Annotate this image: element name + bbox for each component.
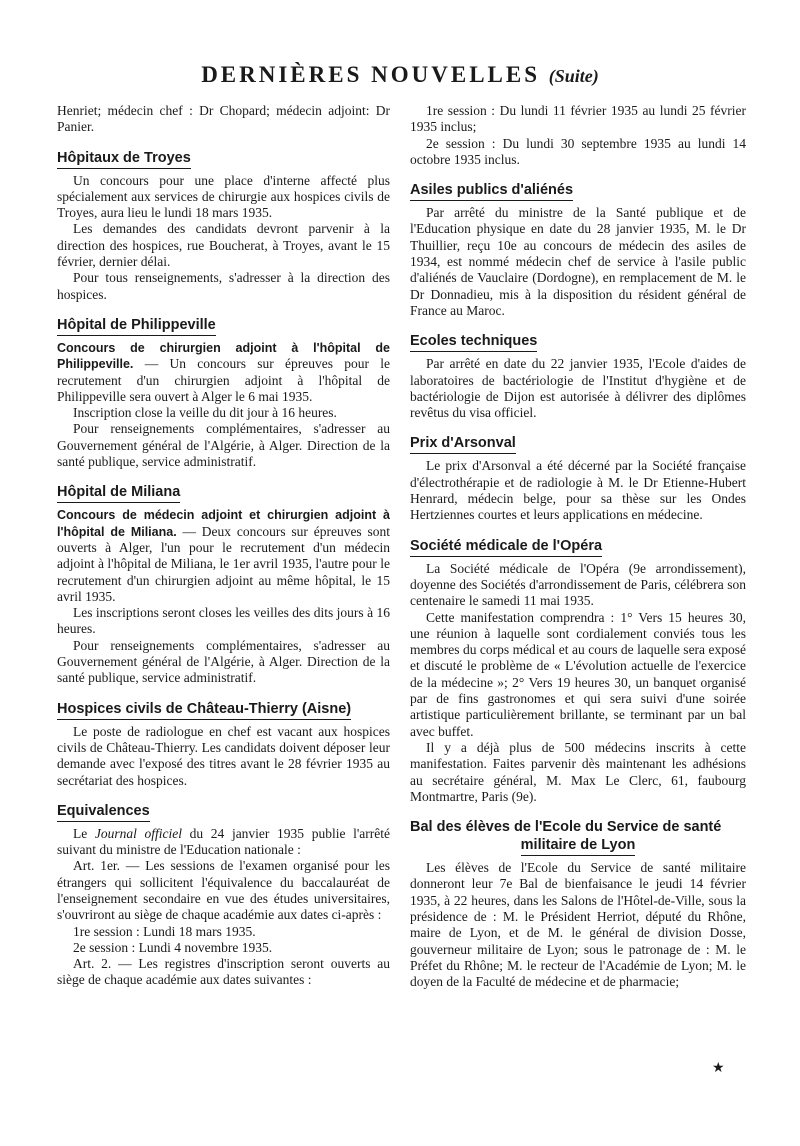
right-column bbox=[410, 103, 746, 990]
section-arsonval bbox=[410, 435, 746, 523]
section-bal bbox=[410, 819, 746, 990]
paragraph bbox=[57, 340, 390, 405]
section-heading: Hospices civils de Château-Thierry (Aisne) bbox=[57, 701, 351, 720]
paragraph: Pour renseignements complémentaires, s'adresser au Gouvernement général de l'Algérie, à Alger. Direction de la santé publique, service administratif. bbox=[57, 421, 390, 470]
section-heading: Equivalences bbox=[57, 803, 150, 822]
lead-text: Concours de chirurgien adjoint à l'hôpital de Philippeville. bbox=[57, 340, 390, 372]
section-heading: Hôpitaux de Troyes bbox=[57, 150, 191, 169]
intro-text: Henriet; médecin chef : Dr Chopard; médecin adjoint: Dr Panier. bbox=[57, 103, 390, 135]
section-miliana bbox=[57, 484, 390, 686]
masthead bbox=[0, 62, 800, 88]
masthead-title: DERNIÈRES NOUVELLES bbox=[201, 62, 541, 87]
paragraph-text: Le bbox=[73, 825, 95, 841]
section-heading: Hôpital de Miliana bbox=[57, 484, 180, 503]
section-heading: Ecoles techniques bbox=[410, 333, 537, 352]
paragraph: Les élèves de l'Ecole du Service de santé militaire donneront leur 7e Bal de bienfaisance le jeudi 14 février 1935, à 22 heures, dans les Salons de l'Hôtel-de-Ville, sous la présidence de : M. le Président Herriot, député du Rhône, maire de Lyon, et de M. le général de division Dosse, gouverneur militaire de Lyon; sous le patronage de : M. le Préfet du Rhône; M. le recteur de l'Académie de Lyon; M. le doyen de la Faculté de médecine et de pharmacie; bbox=[410, 860, 746, 990]
section-heading: Hôpital de Philippeville bbox=[57, 317, 216, 336]
section-heading: Société médicale de l'Opéra bbox=[410, 538, 602, 557]
paragraph: Pour tous renseignements, s'adresser à la direction des hospices. bbox=[57, 270, 390, 302]
paragraph: Pour renseignements complémentaires, s'adresser au Gouvernement général de l'Algérie, à Alger. Direction de la santé publique, service administratif. bbox=[57, 637, 390, 686]
paragraph: 1re session : Lundi 18 mars 1935. bbox=[73, 923, 256, 939]
paragraph bbox=[57, 826, 390, 859]
paragraph: Le prix d'Arsonval a été décerné par la Société française d'électrothérapie et de radiologie à M. le Dr Etienne-Hubert Henrard, médecin belge, pour sa thèse sur les Ondes Hertziennes courtes et leurs applications en médecine. bbox=[410, 458, 746, 523]
left-column bbox=[57, 103, 390, 989]
paragraph: 2e session : Lundi 4 novembre 1935. bbox=[73, 939, 273, 955]
section-heading: Asiles publics d'aliénés bbox=[410, 182, 573, 201]
lead-text: Concours de médecin adjoint et chirurgien adjoint à l'hôpital de Miliana. bbox=[57, 508, 390, 539]
section-asiles bbox=[410, 182, 746, 319]
section-heading: Bal des élèves de l'Ecole du Service de santé bbox=[410, 819, 722, 836]
section-philippeville bbox=[57, 317, 390, 470]
paragraph bbox=[57, 507, 390, 605]
paragraph: 1re session : Du lundi 11 février 1935 au lundi 25 février 1935 inclus; bbox=[410, 103, 746, 135]
paragraph: Un concours pour une place d'interne affecté plus spécialement aux services de chirurgie aux hospices civils de Troyes, aura lieu le lundi 18 mars 1935. bbox=[57, 172, 390, 221]
journal-title: Journal officiel bbox=[94, 825, 183, 841]
paragraph: Il y a déjà plus de 500 médecins inscrits à cette manifestation. Faites parvenir dès maintenant les adhésions au secrétaire général, M. Max Le Clerc, 61, faubourg Montmartre, Paris (9e). bbox=[410, 739, 746, 804]
section-ecoles bbox=[410, 333, 746, 421]
paragraph: Cette manifestation comprendra : 1° Vers 15 heures 30, une réunion à laquelle sont cordialement conviés tous les membres du corps médical et au cours de laquelle sera exposé et discuté le problème de « L'évolution actuelle de l'exercice de la médecine »; 2° Vers 19 heures 30, un banquet organisé par de fins gastronomes et qui sera suivi d'une soirée artistique particulièrement brillante, se terminant par un bal avec buffet. bbox=[410, 609, 746, 739]
paragraph: 2e session : Du lundi 30 septembre 1935 au lundi 14 octobre 1935 inclus. bbox=[410, 135, 746, 167]
paragraph-text: — Un concours sur épreuves pour le recrutement d'un chirurgien adjoint à l'hôpital de Philippeville sera ouvert à Alger le 6 mai 1935. bbox=[57, 356, 390, 404]
paragraph: Le poste de radiologue en chef est vacant aux hospices civils de Château-Thierry. Les candidats doivent déposer leur demande avec l'exposé des titres avant le 28 février 1935 au secrétariat des hospices. bbox=[57, 723, 390, 788]
section-chateau-thierry bbox=[57, 701, 390, 789]
paragraph: Par arrêté en date du 22 janvier 1935, l'Ecole d'aides de laboratoires de bactériologie de l'Institut d'hygiène et de bactériologie de Dijon est autorisée à délivrer des diplômes revêtus du visa officiel. bbox=[410, 356, 746, 421]
paragraph: Inscription close la veille du dit jour à 16 heures. bbox=[73, 405, 337, 421]
section-heading: Prix d'Arsonval bbox=[410, 435, 516, 454]
paragraph: Art. 1er. — Les sessions de l'examen organisé pour les étrangers qui sollicitent l'équivalence du baccalauréat de l'enseignement secondaire en vue des études universitaires, s'ouvriront au siège de chaque académie aux dates ci-après : bbox=[57, 858, 390, 923]
section-troyes bbox=[57, 150, 390, 303]
section-equivalences bbox=[57, 803, 390, 989]
paragraph: La Société médicale de l'Opéra (9e arrondissement), doyenne des Sociétés d'arrondissement de Paris, célébrera son centenaire le samedi 11 mai 1935. bbox=[410, 560, 746, 609]
masthead-suffix: (Suite) bbox=[548, 66, 599, 86]
section-heading-wrap bbox=[410, 837, 746, 860]
paragraph: Les demandes des candidats devront parvenir à la direction des hospices, rue Boucherat, à Troyes, avant le 15 février, dernier délai. bbox=[57, 221, 390, 270]
section-heading: militaire de Lyon bbox=[521, 837, 636, 856]
star-ornament: ★ bbox=[712, 1061, 725, 1076]
paragraph-text: — Deux concours sur épreuves sont ouverts à Alger, l'un pour le recrutement d'un médecin adjoint à l'hôpital de Miliana, le 1er avril 1935, l'autre pour le recrutement d'un chirurgien adjoint au même hôpital, le 15 avril 1935. bbox=[57, 523, 390, 604]
paragraph: Par arrêté du ministre de la Santé publique et de l'Education physique en date du 28 janvier 1935, M. le Dr Thuillier, reçu 10e au concours de médecin des asiles de 1934, est nommé médecin chef de service à l'asile public d'aliénés de Vauclaire (Dordogne), en remplacement de M. le Dr Donnadieu, mis à la disposition du résident général de France au Maroc. bbox=[410, 205, 746, 318]
paragraph-text: du 24 janvier 1935 publie l'arrêté suivant du ministre de l'Education nationale : bbox=[57, 825, 390, 858]
paragraph: Art. 2. — Les registres d'inscription seront ouverts au siège de chaque académie aux dates suivantes : bbox=[57, 956, 390, 988]
section-opera bbox=[410, 538, 746, 805]
paragraph: Les inscriptions seront closes les veilles des dits jours à 16 heures. bbox=[57, 605, 390, 637]
